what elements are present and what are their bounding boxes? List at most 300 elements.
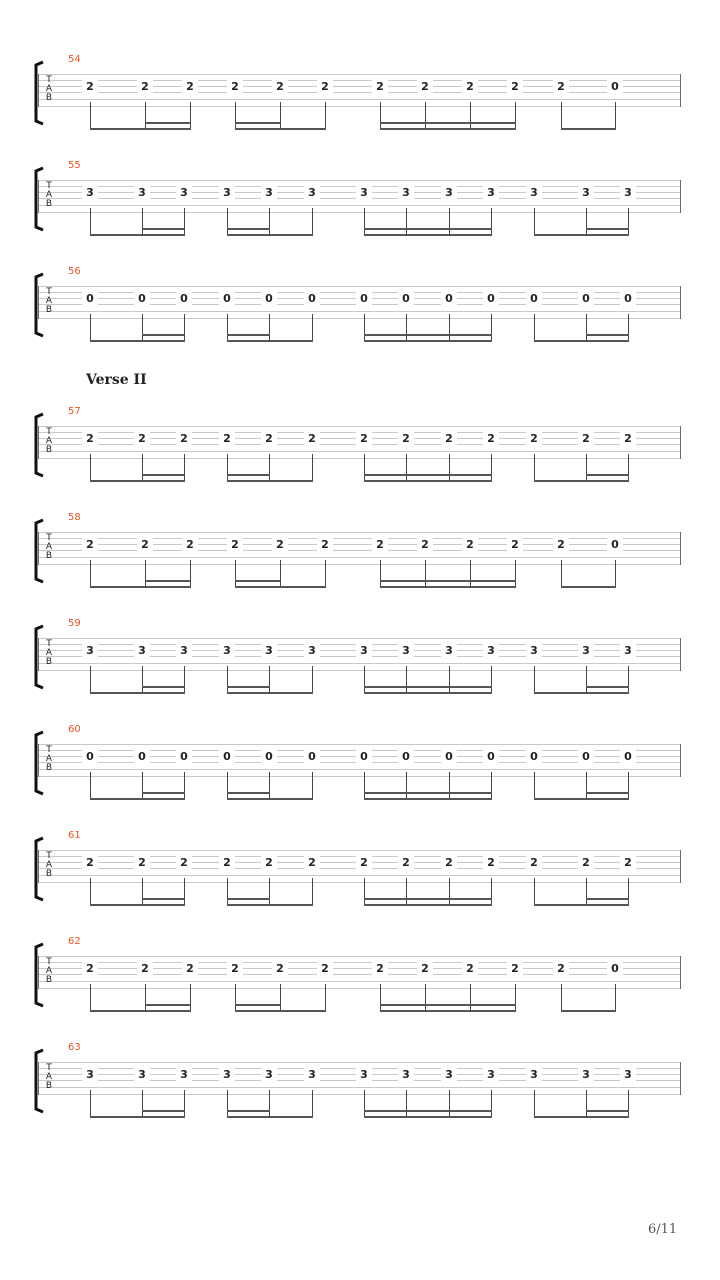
fret-number: 2 [553,962,569,975]
beam-primary [561,1010,616,1012]
note-stem [534,666,535,694]
staff-line [38,212,680,213]
note-stem [227,208,228,236]
beam-primary [227,798,313,800]
tab-clef-letter: A [45,648,53,658]
fret-number: 2 [304,856,320,869]
staff-line [38,99,680,100]
note-stem [615,560,616,588]
note-stem [269,314,270,342]
fret-number: 2 [182,538,198,551]
fret-number: 3 [82,1068,98,1081]
barline-end [680,956,681,989]
fret-number: 0 [526,292,542,305]
fret-number: 0 [219,292,235,305]
beam-secondary [227,898,270,900]
staff-line [38,458,680,459]
fret-number: 3 [176,1068,192,1081]
beam-primary [534,904,629,906]
measure-number: 61 [68,830,81,841]
note-stem [227,1090,228,1118]
fret-number: 2 [304,432,320,445]
beam-primary [227,234,313,236]
staff-line [38,981,680,982]
beam-primary [534,798,629,800]
note-stem [364,454,365,482]
note-stem [586,314,587,342]
fret-number: 0 [620,750,636,763]
beam-primary [227,340,313,342]
beam-primary [380,128,516,130]
fret-number: 0 [176,750,192,763]
fret-number: 3 [219,644,235,657]
fret-number: 2 [261,432,277,445]
fret-number: 3 [483,186,499,199]
fret-number: 2 [398,856,414,869]
note-stem [491,314,492,342]
staff-line [38,74,680,75]
note-stem [235,102,236,130]
fret-number: 0 [356,750,372,763]
beam-secondary [235,122,281,124]
note-stem [184,772,185,800]
beam-secondary [142,334,185,336]
beam-primary [235,128,326,130]
beam-secondary [380,1004,516,1006]
beam-secondary [586,1110,629,1112]
fret-number: 2 [219,856,235,869]
beam-secondary [235,580,281,582]
fret-number: 2 [137,962,153,975]
note-stem [449,314,450,342]
note-stem [491,666,492,694]
barline-end [680,1062,681,1095]
fret-number: 0 [261,750,277,763]
note-stem [280,560,281,588]
fret-number: 2 [578,432,594,445]
note-stem [364,208,365,236]
staff-line [38,875,680,876]
fret-number: 3 [219,186,235,199]
beam-primary [364,234,492,236]
tab-clef-letter: A [45,296,53,306]
fret-number: 3 [82,186,98,199]
beam-primary [534,480,629,482]
note-stem [280,102,281,130]
tab-clef-letter: B [45,1081,53,1091]
note-stem [380,102,381,130]
fret-number: 0 [607,962,623,975]
fret-number: 2 [134,432,150,445]
beam-primary [364,340,492,342]
note-stem [615,102,616,130]
beam-secondary [364,792,492,794]
note-stem [90,772,91,800]
tab-system [0,512,720,596]
beam-secondary [142,898,185,900]
tab-clef-letter: A [45,1072,53,1082]
note-stem [312,666,313,694]
fret-number: 0 [398,292,414,305]
note-stem [227,666,228,694]
barline-end [680,426,681,459]
fret-number: 3 [304,186,320,199]
system-bracket [32,412,46,478]
barline-start [38,638,39,671]
fret-number: 3 [398,1068,414,1081]
system-bracket [32,730,46,796]
fret-number: 2 [462,80,478,93]
beam-secondary [227,228,270,230]
note-stem [628,772,629,800]
fret-number: 3 [441,1068,457,1081]
fret-number: 2 [462,962,478,975]
note-stem [142,878,143,906]
staff-line [38,638,680,639]
fret-number: 3 [398,186,414,199]
beam-primary [227,480,313,482]
note-stem [534,772,535,800]
beam-secondary [142,686,185,688]
note-stem [561,984,562,1012]
measure-number: 63 [68,1042,81,1053]
fret-number: 2 [372,962,388,975]
fret-number: 3 [176,644,192,657]
beam-secondary [142,474,185,476]
fret-number: 3 [176,186,192,199]
fret-number: 0 [134,292,150,305]
note-stem [449,208,450,236]
fret-number: 2 [507,80,523,93]
barline-end [680,638,681,671]
note-stem [449,1090,450,1118]
system-bracket [32,518,46,584]
staff-line [38,311,680,312]
beam-secondary [364,1110,492,1112]
tab-clef-letter: A [45,754,53,764]
measure-number: 54 [68,54,81,65]
fret-number: 3 [82,644,98,657]
beam-primary [364,692,492,694]
note-stem [364,666,365,694]
tab-system [0,160,720,244]
fret-number: 3 [526,1068,542,1081]
system-bracket [32,272,46,338]
beam-secondary [142,228,185,230]
note-stem [449,454,450,482]
beam-secondary [586,898,629,900]
fret-number: 2 [227,538,243,551]
fret-number: 2 [82,432,98,445]
note-stem [364,1090,365,1118]
note-stem [628,208,629,236]
beam-primary [534,340,629,342]
fret-number: 2 [317,962,333,975]
beam-secondary [227,1110,270,1112]
tab-system [0,618,720,702]
note-stem [491,878,492,906]
barline-start [38,286,39,319]
fret-number: 2 [507,962,523,975]
beam-primary [534,692,629,694]
staff-line [38,205,680,206]
staff-line [38,106,680,107]
note-stem [615,984,616,1012]
fret-number: 2 [553,80,569,93]
fret-number: 0 [304,750,320,763]
note-stem [184,1090,185,1118]
beam-secondary [142,792,185,794]
tab-clef-letter: T [46,75,52,85]
fret-number: 2 [356,432,372,445]
fret-number: 0 [483,750,499,763]
fret-number: 3 [483,644,499,657]
fret-number: 3 [441,644,457,657]
note-stem [449,772,450,800]
fret-number: 3 [261,1068,277,1081]
note-stem [561,102,562,130]
note-stem [190,560,191,588]
note-stem [470,560,471,588]
fret-number: 0 [607,538,623,551]
fret-number: 3 [304,644,320,657]
fret-number: 3 [304,1068,320,1081]
fret-number: 2 [526,432,542,445]
beam-secondary [586,228,629,230]
note-stem [312,772,313,800]
staff-line [38,988,680,989]
staff-line [38,974,680,975]
note-stem [586,208,587,236]
fret-number: 2 [372,538,388,551]
staff-line [38,426,680,427]
beam-secondary [380,580,516,582]
fret-number: 0 [82,292,98,305]
fret-number: 2 [176,856,192,869]
fret-number: 2 [483,856,499,869]
beam-secondary [227,334,270,336]
beam-primary [534,234,629,236]
barline-end [680,850,681,883]
staff-line [38,550,680,551]
beam-primary [90,904,185,906]
fret-number: 0 [356,292,372,305]
fret-number: 2 [82,538,98,551]
note-stem [90,454,91,482]
note-stem [364,314,365,342]
note-stem [184,208,185,236]
tab-system [0,724,720,808]
fret-number: 2 [317,538,333,551]
staff-line [38,80,680,81]
fret-number: 3 [578,186,594,199]
fret-number: 3 [356,1068,372,1081]
note-stem [90,102,91,130]
note-stem [628,878,629,906]
note-stem [184,666,185,694]
note-stem [380,984,381,1012]
note-stem [586,666,587,694]
note-stem [534,314,535,342]
fret-number: 2 [417,962,433,975]
note-stem [90,1090,91,1118]
beam-primary [235,586,326,588]
beam-primary [364,1116,492,1118]
fret-number: 2 [526,856,542,869]
fret-number: 0 [261,292,277,305]
beam-primary [364,798,492,800]
beam-secondary [364,228,492,230]
staff-line [38,882,680,883]
fret-number: 3 [483,1068,499,1081]
note-stem [534,878,535,906]
beam-secondary [145,122,191,124]
beam-primary [90,128,191,130]
beam-secondary [235,1004,281,1006]
note-stem [406,1090,407,1118]
beam-primary [227,692,313,694]
tab-clef-letter: B [45,869,53,879]
barline-start [38,956,39,989]
note-stem [190,984,191,1012]
tab-clef-letter: A [45,84,53,94]
tab-clef-letter: T [46,745,52,755]
beam-primary [90,480,185,482]
fret-number: 2 [553,538,569,551]
note-stem [586,772,587,800]
staff-line [38,769,680,770]
note-stem [227,314,228,342]
fret-number: 0 [398,750,414,763]
measure-number: 57 [68,406,81,417]
fret-number: 3 [578,644,594,657]
beam-primary [561,128,616,130]
fret-number: 0 [304,292,320,305]
fret-number: 3 [134,1068,150,1081]
tab-clef-letter: A [45,190,53,200]
beam-secondary [586,474,629,476]
note-stem [425,102,426,130]
note-stem [364,878,365,906]
beam-secondary [586,792,629,794]
note-stem [269,878,270,906]
fret-number: 2 [176,432,192,445]
note-stem [184,878,185,906]
note-stem [406,666,407,694]
staff-line [38,850,680,851]
beam-primary [90,586,191,588]
beam-secondary [227,792,270,794]
note-stem [406,314,407,342]
note-stem [142,1090,143,1118]
system-bracket [32,1048,46,1114]
fret-number: 3 [356,186,372,199]
fret-number: 0 [219,750,235,763]
staff-line [38,962,680,963]
beam-secondary [227,474,270,476]
note-stem [561,560,562,588]
note-stem [145,102,146,130]
staff-line [38,663,680,664]
staff-line [38,532,680,533]
note-stem [449,666,450,694]
beam-secondary [586,686,629,688]
note-stem [142,666,143,694]
note-stem [491,1090,492,1118]
note-stem [184,454,185,482]
staff-line [38,670,680,671]
fret-number: 2 [219,432,235,445]
measure-number: 62 [68,936,81,947]
beam-primary [561,586,616,588]
note-stem [491,772,492,800]
note-stem [269,1090,270,1118]
staff-line [38,776,680,777]
staff-line [38,544,680,545]
fret-number: 2 [82,856,98,869]
note-stem [184,314,185,342]
tab-system [0,406,720,490]
staff-line [38,86,680,87]
fret-number: 2 [398,432,414,445]
fret-number: 2 [134,856,150,869]
note-stem [425,560,426,588]
fret-number: 2 [356,856,372,869]
beam-primary [90,798,185,800]
measure-number: 55 [68,160,81,171]
note-stem [312,314,313,342]
system-bracket [32,60,46,126]
fret-number: 2 [182,962,198,975]
barline-start [38,74,39,107]
tab-clef-letter: A [45,436,53,446]
barline-start [38,180,39,213]
fret-number: 2 [372,80,388,93]
fret-number: 2 [578,856,594,869]
staff-line [38,286,680,287]
fret-number: 2 [227,80,243,93]
fret-number: 2 [317,80,333,93]
note-stem [449,878,450,906]
staff-line [38,744,680,745]
tab-clef-letter: T [46,427,52,437]
note-stem [312,454,313,482]
barline-end [680,744,681,777]
fret-number: 2 [417,80,433,93]
fret-number: 0 [526,750,542,763]
beam-primary [534,1116,629,1118]
fret-number: 2 [620,432,636,445]
measure-number: 56 [68,266,81,277]
note-stem [227,772,228,800]
note-stem [142,772,143,800]
note-stem [534,454,535,482]
beam-secondary [227,686,270,688]
note-stem [325,102,326,130]
tab-clef-letter: B [45,763,53,773]
fret-number: 2 [462,538,478,551]
note-stem [364,772,365,800]
fret-number: 3 [526,644,542,657]
staff-line [38,538,680,539]
note-stem [145,984,146,1012]
note-stem [534,208,535,236]
tab-clef-letter: T [46,1063,52,1073]
fret-number: 3 [134,186,150,199]
beam-primary [90,1116,185,1118]
note-stem [227,878,228,906]
beam-primary [227,1116,313,1118]
